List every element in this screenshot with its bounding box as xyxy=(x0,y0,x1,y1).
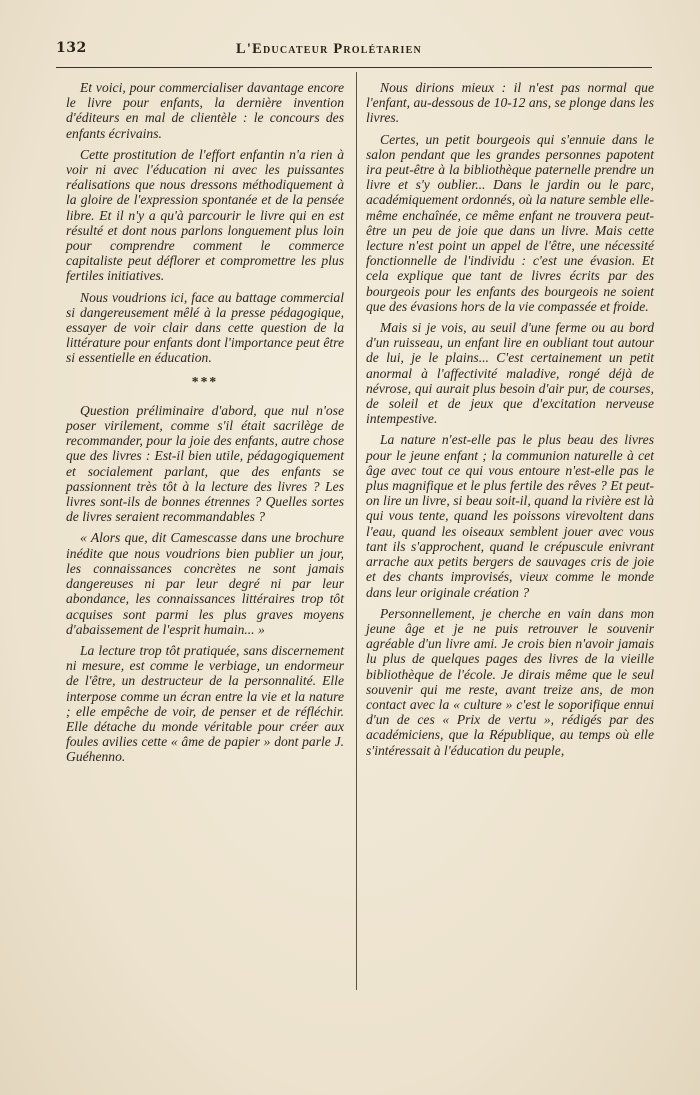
paragraph: Nous voudrions ici, face au battage commercial si dangereusement mêlé à la presse pédagogique, essayer de voir clair dans cette question de la littérature pour enfants dont l'importance peut être si essentielle en éducation. xyxy=(66,289,344,366)
quote-paragraph: « Alors que, dit Camescasse dans une brochure inédite que nous voudrions bien publier un jour, les connaissances concrètes ne sont jamais dangereuses ni par leur degré ni par leur abondance, les connaissances littéraires trop tôt acquises sont parmi les plus graves moyens d'abaissement de l'esprit humain... » xyxy=(66,530,344,637)
paragraph: Et voici, pour commercialiser davantage encore le livre pour enfants, la dernière invention d'éditeurs en mal de clientèle : le concours des enfants écrivains. xyxy=(66,80,344,141)
paragraph: Mais si je vois, au seuil d'une ferme ou au bord d'un ruisseau, un enfant lire en oubliant tout autour de lui, je le plains... C'est certainement un petit anormal à l'affectivité maladive, rongé déjà de névrose, qui aurait plus besoin d'air pur, de courses, de soleil et de jeux que d'excitation nerveuse intempestive. xyxy=(366,320,654,427)
paragraph: La lecture trop tôt pratiquée, sans discernement ni mesure, est comme le verbiage, un endormeur de l'être, un destructeur de la personnalité. Elle interpose comme un écran entre la vie et la nature ; elle empêche de voir, de penser et de réfléchir. Elle détache du monde véritable pour créer aux foules avilies cette « âme de papier » dont parle J. Guéhenno. xyxy=(66,642,344,765)
paragraph: Certes, un petit bourgeois qui s'ennuie dans le salon pendant que les grandes personnes papotent ira peut-être à la bibliothèque paternelle prendre un livre et s'y oublier... Dans le jardin ou le parc, académiquement ordonnés, où la nature semble elle-même enchaînée, ce même enfant ne trouvera peut-être un peu de joie que dans un livre. Mais cette lecture n'est point un appel de l'être, une nécessité fonctionnelle de l'individu : c'est une évasion. Et cela explique que tant de livres écrits par des bourgeois pour les enfants des bourgeois ne soient que des évasions hors de la vie compassée et froide. xyxy=(366,131,654,314)
page-number: 132 xyxy=(56,40,87,56)
paragraph: Nous dirions mieux : il n'est pas normal que l'enfant, au-dessous de 10-12 ans, se plonge dans les livres. xyxy=(366,80,654,126)
journal-title: L'Educateur Prolétarien xyxy=(236,41,422,57)
paragraph: La nature n'est-elle pas le plus beau des livres pour le jeune enfant ; la communion naturelle à cet âge avec tout ce qui vous entoure n'est-elle pas le plus magnifique et le plus fertile des rêves ? Et peut-on lire un livre, si beau soit-il, quand la rivière est là qui vous tente, quand les poissons virevoltent dans l'eau, quand les oiseaux semblent jouer avec vous tant ils s'approchent, quand le crépuscule enivrant arrache aux petits bergers de sauvages cris de joie et des chants improvisés, vieux comme le monde dans leur originale création ? xyxy=(366,432,654,600)
column-divider xyxy=(356,72,357,990)
paragraph: Personnellement, je cherche en vain dans mon jeune âge et je ne puis retrouver le souvenir agréable d'un livre ami. Je crois bien n'avoir jamais lu plus de quelques pages des livres de la vieille bibliothèque de l'école. Je dirais même que le seul souvenir qui me reste, avant treize ans, de mon contact avec la « culture » c'est le soporifique ennui d'un de ces « Prix de vertu », rédigés par des académiciens, que la République, au temps où elle s'intéressait à l'éducation du peuple, xyxy=(366,605,654,758)
page-header xyxy=(56,38,652,66)
section-separator: *** xyxy=(191,373,219,389)
left-column xyxy=(66,80,344,771)
header-rule xyxy=(56,67,652,68)
right-column xyxy=(366,80,654,764)
paragraph: Cette prostitution de l'effort enfantin n'a rien à voir ni avec l'éducation ni avec les puissantes réalisations que nous dressons méthodiquement à la gloire de l'expression spontanée et de la pensée libre. Et il n'y a qu'à parcourir le livre qui en est résulté et dont nous parlons longuement plus loin pour comprendre comment le commerce capitaliste peut déflorer et compromettre les plus fertiles initiatives. xyxy=(66,146,344,284)
paragraph: Question préliminaire d'abord, que nul n'ose poser virilement, comme s'il était sacrilège de recommander, pour la joie des enfants, autre chose que des livres : Est-il bien utile, pédagogiquement et socialement parlant, que des enfants se passionnent très tôt à la lecture des livres ? Les livres sont-ils de bonnes étrennes ? Quelles sortes de livres seraient recommandables ? xyxy=(66,402,344,525)
